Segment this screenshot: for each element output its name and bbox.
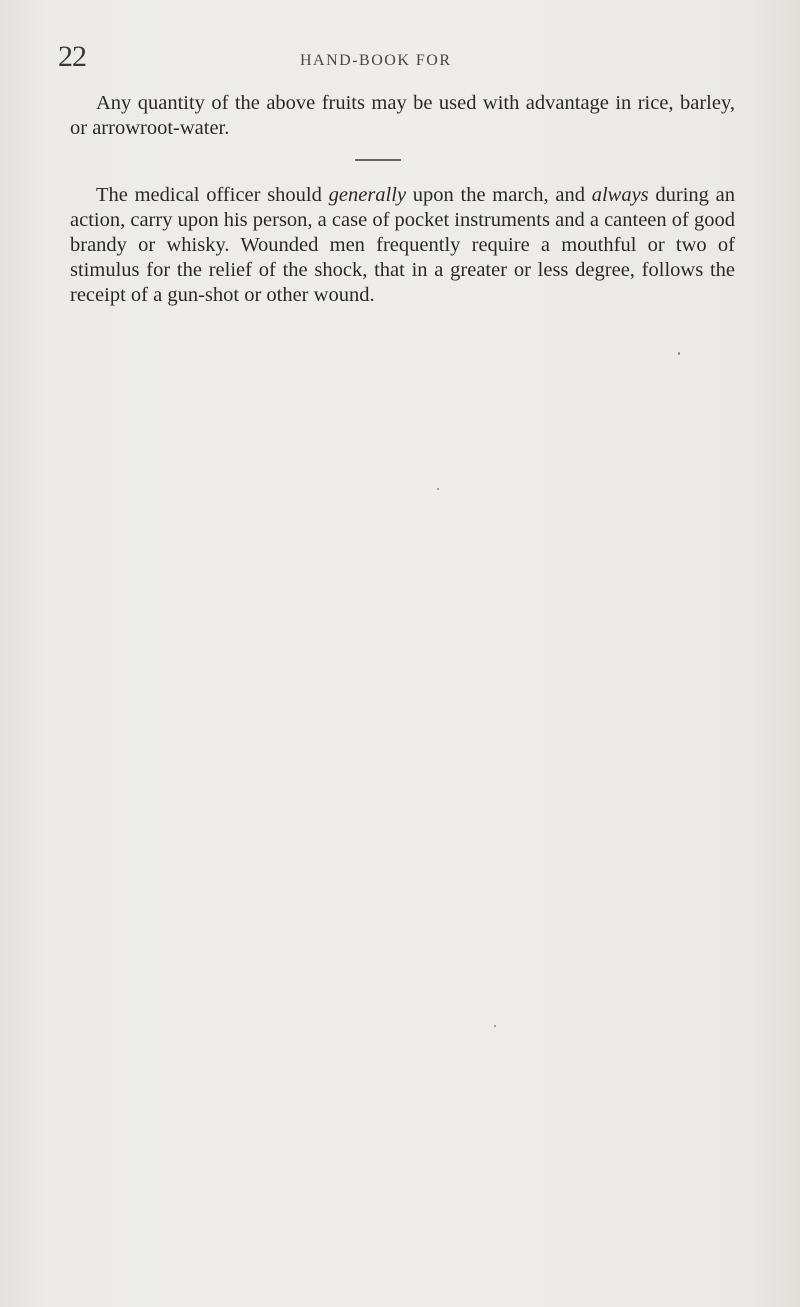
paragraph-text-middle: upon the march, and: [406, 184, 592, 206]
running-title: HAND-BOOK FOR: [300, 52, 452, 69]
emphasis-always: always: [591, 184, 649, 206]
page-number: 22: [58, 40, 86, 73]
paper-speck: [678, 352, 680, 355]
section-divider: [355, 159, 401, 161]
emphasis-generally: generally: [328, 184, 407, 206]
paragraph-text-end: during an action, carry upon his person, a case of pocket instruments and a canteen of good brandy or whisky. Wounded men frequently require a mouthful or two of stimulus for the relief of the shock, that in a greater or less degree, follows the receipt of a gun-shot or other wound.: [70, 184, 735, 306]
paragraph-fruits: [70, 91, 735, 141]
paper-speck: [437, 488, 439, 490]
paper-speck: [494, 1025, 496, 1027]
paragraph-text-start: The medical officer should: [96, 184, 329, 206]
paragraph-medical-officer: [70, 183, 735, 308]
paragraph-text: Any quantity of the above fruits may be used with advantage in rice, barley, or arrowroot-water.: [70, 92, 735, 139]
